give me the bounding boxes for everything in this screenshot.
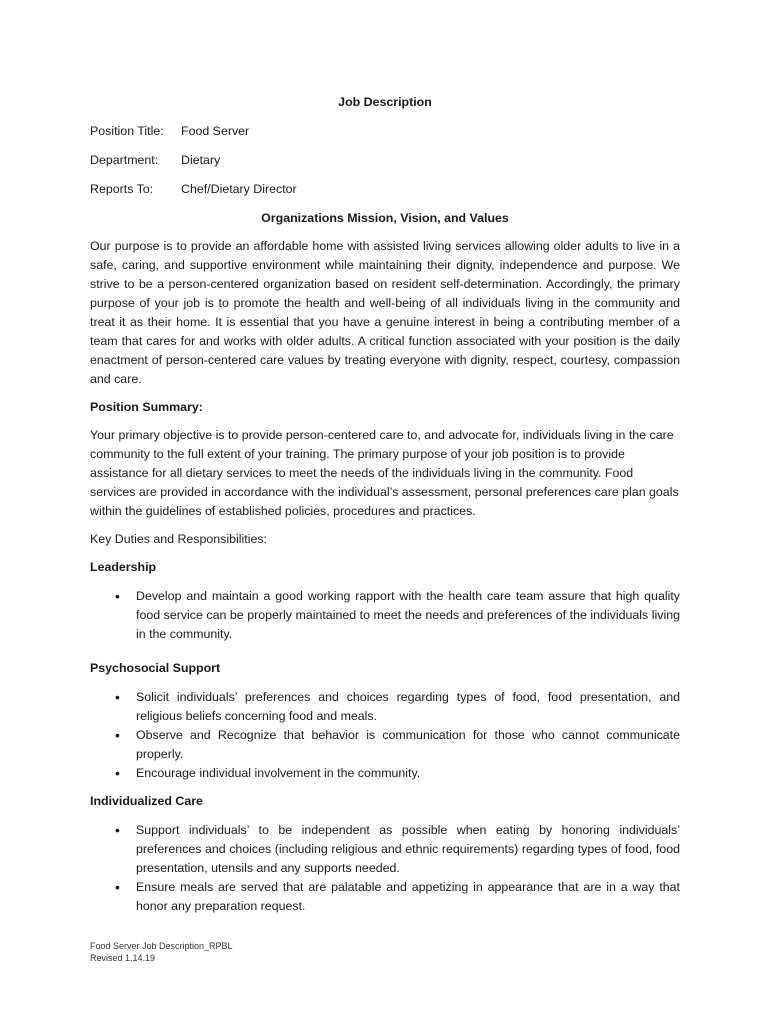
list-item: • Ensure meals are served that are palatable and appetizing in appearance that are in a way that honor any preparation request.	[136, 878, 680, 916]
document-page	[90, 90, 680, 916]
summary-text: Your primary objective is to provide person-centered care to, and advocate for, individuals living in the care community to the full extent of your training. The primary purpose of your job position is to provide assistance for all dietary services to meet the needs of the individuals living in the community. Food services are provided in accordance with the individual’s assessment, personal preferences care plan goals within the guidelines of established policies, procedures and practices.	[90, 428, 679, 518]
page-footer	[90, 940, 233, 964]
list-item: • Encourage individual involvement in the community.	[136, 764, 680, 783]
field-value: Chef/Dietary Director	[181, 182, 297, 196]
psychosocial-list	[90, 688, 680, 783]
footer-doc-name: Food Server Job Description_RPBL	[90, 941, 233, 951]
field-label: Reports To:	[90, 182, 154, 196]
reports-to-field	[90, 180, 680, 199]
document-title: Job Description	[338, 95, 432, 109]
psychosocial-heading: Psychosocial Support	[90, 661, 221, 675]
position-title-field	[90, 122, 680, 141]
field-value: Dietary	[181, 153, 221, 167]
individualized-list	[90, 821, 680, 916]
footer-revision: Revised 1.14.19	[90, 953, 156, 963]
list-item: • Observe and Recognize that behavior is communication for those who cannot communicate properly.	[136, 726, 680, 764]
summary-heading: Position Summary:	[90, 400, 203, 414]
department-field	[90, 151, 680, 170]
field-label: Position Title:	[90, 124, 164, 138]
field-label: Department:	[90, 153, 159, 167]
list-item: • Support individuals’ to be independent as possible when eating by honoring individuals’ preferences and choices (including religious and ethnic requirements) regarding types of food, food presentation, utensils and any supports needed.	[136, 821, 680, 878]
list-item: • Develop and maintain a good working rapport with the health care team assure that high quality food service can be properly maintained to meet the needs and preferences of the individuals living in the community.	[136, 587, 680, 644]
individualized-heading: Individualized Care	[90, 794, 203, 808]
list-item: • Solicit individuals’ preferences and choices regarding types of food, food presentation, and religious beliefs concerning food and meals.	[136, 688, 680, 726]
mission-text: Our purpose is to provide an affordable home with assisted living services allowing older adults to live in a safe, caring, and supportive environment while maintaining their dignity, independence and purpose. We strive to be a person-centered organization based on resident self-determination. Accordingly, the primary purpose of your job is to promote the health and well-being of all individuals living in the community and treat it as their home. It is essential that you have a genuine interest in being a contributing member of a team that cares for and works with older adults. A critical function associated with your position is the daily enactment of person-centered care values by treating everyone with dignity, respect, courtesy, compassion and care.	[90, 239, 680, 386]
leadership-heading: Leadership	[90, 560, 157, 574]
mission-heading: Organizations Mission, Vision, and Values	[261, 211, 509, 225]
leadership-list	[90, 587, 680, 644]
field-value: Food Server	[181, 124, 250, 138]
duties-heading: Key Duties and Responsibilities:	[90, 532, 268, 546]
